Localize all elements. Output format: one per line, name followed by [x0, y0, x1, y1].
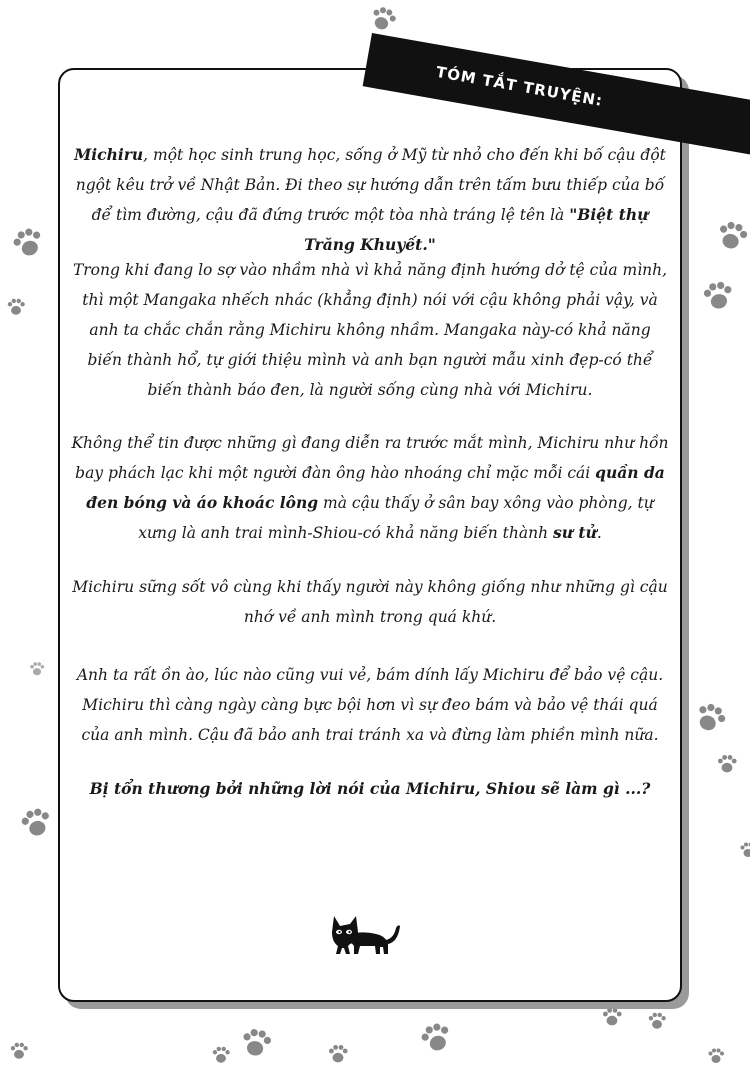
- paw-print-icon: [5, 296, 27, 318]
- paw-print-icon: [210, 1044, 232, 1066]
- paw-print-icon: [738, 840, 750, 860]
- paragraph-text: Michiru sững sốt vô cùng khi thấy người này không giống như những gì cậu nhớ về anh mình trong quá khứ.: [72, 578, 667, 626]
- summary-paragraph-1: [70, 140, 670, 260]
- paw-print-icon: [14, 801, 58, 845]
- black-cat-icon: [328, 912, 400, 964]
- paw-print-icon: [8, 1040, 30, 1062]
- paragraph-text: mà cậu thấy ở sân bay xông vào phòng, tự xưng là anh trai mình-Shiou-có khả năng biến thành: [138, 494, 653, 542]
- paw-print-icon: [326, 1042, 350, 1066]
- paw-print-icon: [28, 660, 46, 678]
- paw-print-icon: [686, 694, 734, 742]
- paw-print-icon: [5, 220, 51, 266]
- mansion-name: "Biệt thự Trăng Khuyết.": [304, 205, 648, 254]
- paragraph-text: , một học sinh trung học, sống ở Mỹ từ nhỏ cho đến khi bố cậu đột ngột kêu trở về Nhật Bản. Đi theo sự hướng dẫn trên tấm bưu thiếp của bố để tìm đường, cậu đã đứng trước một tòa nhà tráng lệ tên là: [76, 146, 666, 224]
- paw-print-icon: [413, 1015, 459, 1061]
- paw-print-icon: [697, 275, 739, 317]
- summary-paragraph-2: [70, 255, 670, 405]
- paragraph-text: .: [597, 524, 602, 542]
- paw-print-icon: [364, 0, 402, 38]
- highlight-outfit: quần da đen bóng và áo khoác lông: [86, 463, 665, 512]
- highlight-lion: sư tử: [553, 523, 597, 542]
- paragraph-text: Không thể tin được những gì đang diễn ra trước mắt mình, Michiru như hồn bay phách lạc khi một người đàn ông hào nhoáng chỉ mặc mỗi cái: [71, 434, 668, 482]
- closing-question: Bị tổn thương bởi những lời nói của Michiru, Shiou sẽ làm gì ...?: [90, 779, 651, 798]
- paragraph-text: Trong khi đang lo sợ vào nhầm nhà vì khả năng định hướng dở tệ của mình, thì một Mangaka nhếch nhác (khẳng định) nói với cậu không phải vậy, và anh ta chắc chắn rằng Michiru không nhầm. Mangaka này-có khả năng biến thành hổ, tự giới thiệu mình và anh bạn người mẫu xinh đẹp-có thể biến thành báo đen, là người sống cùng nhà với Michiru.: [73, 261, 667, 399]
- paw-print-icon: [235, 1022, 277, 1064]
- paw-print-icon: [646, 1010, 668, 1032]
- summary-paragraph-3: [70, 428, 670, 548]
- banner-title: TÓM TẮT TRUYỆN:: [435, 63, 605, 110]
- paw-print-icon: [710, 214, 750, 258]
- summary-paragraph-6: [70, 774, 670, 804]
- summary-paragraph-5: [70, 660, 670, 750]
- paw-print-icon: [715, 752, 739, 776]
- paw-print-icon: [600, 1005, 624, 1029]
- character-name: Michiru: [74, 145, 143, 164]
- summary-paragraph-4: [70, 572, 670, 632]
- paw-print-icon: [706, 1046, 726, 1066]
- paragraph-text: Anh ta rất ồn ào, lúc nào cũng vui vẻ, bám dính lấy Michiru để bảo vệ cậu. Michiru thì càng ngày càng bực bội hơn vì sự đeo bám và bảo vệ thái quá của anh mình. Cậu đã bảo anh trai tránh xa và đừng làm phiền mình nữa.: [77, 666, 663, 744]
